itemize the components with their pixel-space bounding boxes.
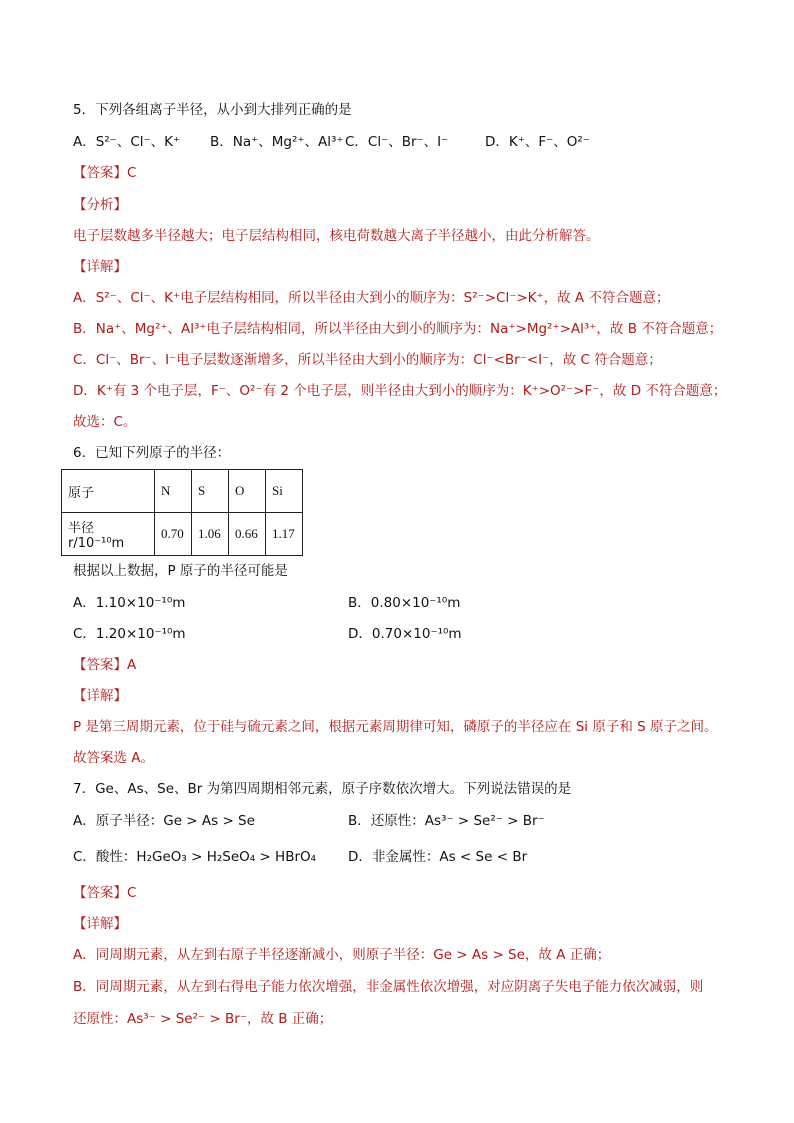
q7-detail-b-cont: 还原性：As³⁻ > Se²⁻ > Br⁻，故 B 正确； [73,1011,333,1027]
table-cell: 0.70 [155,513,192,556]
q5-detail-d: D．K⁺有 3 个电子层，F⁻、O²⁻有 2 个电子层，则半径由大到小的顺序为：K⁺>O²⁻>F⁻，故 D 不符合题意； [73,383,727,399]
q6-detail-text: P 是第三周期元素，位于硅与硫元素之间，根据元素周期律可知，磷原子的半径应在 Si 原子和 S 原子之间。 [73,719,718,735]
q5-detail-c: C．Cl⁻、Br⁻、I⁻电子层数逐渐增多，所以半径由大到小的顺序为：Cl⁻<Br⁻<I⁻，故 C 符合题意； [73,352,662,368]
q5-option-b: B．Na⁺、Mg²⁺、Al³⁺ [210,134,344,150]
q7-option-c: C．酸性：H₂GeO₃ > H₂SeO₄ > HBrO₄ [73,849,317,865]
table-cell: N [155,470,192,513]
q5-conclusion: 故选：C。 [73,414,137,430]
q5-option-d: D．K⁺、F⁻、O²⁻ [485,134,590,150]
q6-question: 根据以上数据，P 原子的半径可能是 [73,563,288,579]
atom-radius-table [61,469,303,556]
q6-stem: 6．已知下列原子的半径： [73,445,231,461]
q6-answer: 【答案】A [73,657,137,673]
table-cell: S [192,470,229,513]
q5-analysis-label: 【分析】 [73,197,127,213]
q5-analysis-text: 电子层数越多半径越大；电子层结构相同，核电荷数越大离子半径越小，由此分析解答。 [73,228,600,244]
q7-option-b: B．还原性：As³⁻ > Se²⁻ > Br⁻ [348,813,545,829]
table-row [62,470,303,513]
q5-answer: 【答案】C [73,165,137,181]
table-header-atom: 原子 [62,470,155,513]
q5-option-a: A．S²⁻、Cl⁻、K⁺ [73,134,181,150]
q7-detail-b: B．同周期元素，从左到右得电子能力依次增强，非金属性依次增强，对应阴离子失电子能力依次减弱，则 [73,979,704,995]
table-cell: O [229,470,266,513]
q5-detail-label: 【详解】 [73,259,127,275]
table-cell: 1.06 [192,513,229,556]
q5-option-c: C．Cl⁻、Br⁻、I⁻ [345,134,449,150]
table-header-radius: 半径r/10⁻¹⁰m [62,513,155,556]
q6-option-d: D．0.70×10⁻¹⁰m [348,626,462,642]
table-cell: Si [266,470,303,513]
q5-detail-b: B．Na⁺、Mg²⁺、Al³⁺电子层结构相同，所以半径由大到小的顺序为：Na⁺>Mg²⁺>Al³⁺，故 B 不符合题意； [73,321,723,337]
q6-option-a: A．1.10×10⁻¹⁰m [73,595,186,611]
q7-option-d: D．非金属性：As < Se < Br [348,849,528,865]
q5-stem: 5．下列各组离子半径，从小到大排列正确的是 [73,102,352,118]
q6-option-b: B．0.80×10⁻¹⁰m [348,595,461,611]
table-cell: 0.66 [229,513,266,556]
q5-detail-a: A．S²⁻、Cl⁻、K⁺电子层结构相同，所以半径由大到小的顺序为：S²⁻>Cl⁻>K⁺，故 A 不符合题意； [73,290,670,306]
q6-conclusion: 故答案选 A。 [73,750,155,766]
q6-option-c: C．1.20×10⁻¹⁰m [73,626,186,642]
table-cell: 1.17 [266,513,303,556]
q7-answer: 【答案】C [73,885,137,901]
q7-stem: 7．Ge、As、Se、Br 为第四周期相邻元素，原子序数依次增大。下列说法错误的是 [73,781,572,797]
q7-detail-a: A．同周期元素，从左到右原子半径逐渐减小，则原子半径：Ge > As > Se，故 A 正确； [73,947,611,963]
table-row [62,513,303,556]
q7-detail-label: 【详解】 [73,916,127,932]
q6-detail-label: 【详解】 [73,688,127,704]
q7-option-a: A．原子半径：Ge > As > Se [73,813,255,829]
